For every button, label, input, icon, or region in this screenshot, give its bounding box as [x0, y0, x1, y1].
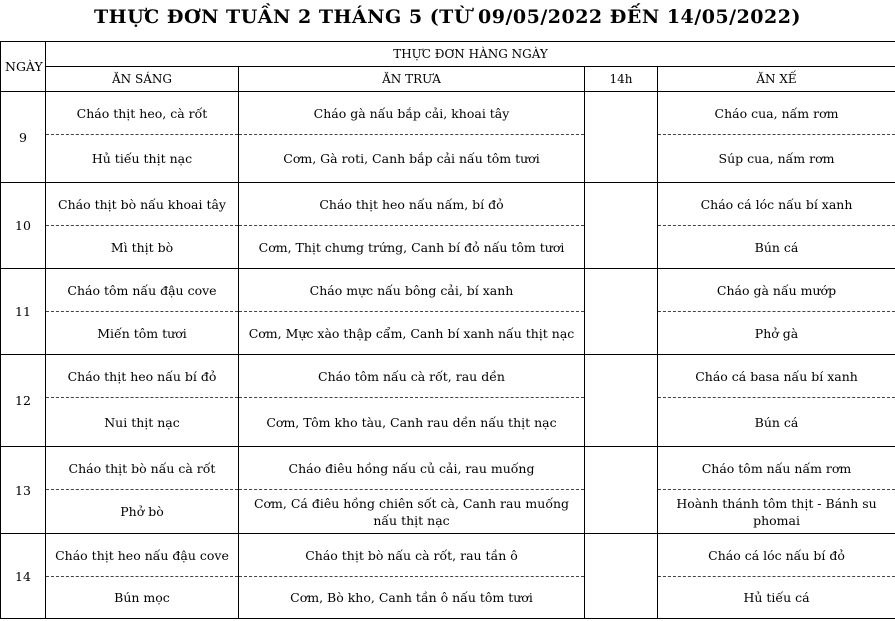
- breakfast-cell: Cháo tôm nấu đậu cove: [46, 269, 239, 312]
- lunch-cell: Cơm, Gà roti, Canh bắp cải nấu tôm tươi: [239, 135, 585, 183]
- table-row: [1, 226, 895, 269]
- table-row: [1, 447, 895, 490]
- time-14h-cell: [585, 269, 658, 355]
- table-row: [1, 355, 895, 398]
- breakfast-cell: Phở bò: [46, 490, 239, 534]
- day-cell: 10: [1, 183, 46, 269]
- breakfast-cell: Cháo thịt bò nấu cà rốt: [46, 447, 239, 490]
- lunch-cell: Cháo thịt bò nấu cà rốt, rau tần ô: [239, 534, 585, 577]
- weekly-menu-table: [0, 41, 895, 619]
- time-14h-cell: [585, 534, 658, 619]
- menu-title: THỰC ĐƠN TUẦN 2 THÁNG 5 (TỪ 09/05/2022 ĐẾN 14/05/2022): [94, 6, 801, 28]
- table-row: [1, 534, 895, 577]
- afternoon-snack-cell: Bún cá: [658, 398, 895, 447]
- breakfast-cell: Miến tôm tươi: [46, 312, 239, 355]
- afternoon-snack-cell: Hủ tiếu cá: [658, 577, 895, 619]
- afternoon-snack-cell: Súp cua, nấm rơm: [658, 135, 895, 183]
- afternoon-snack-cell: Cháo cá basa nấu bí xanh: [658, 355, 895, 398]
- table-row: [1, 312, 895, 355]
- header-daily-menu: THỰC ĐƠN HÀNG NGÀY: [46, 42, 895, 67]
- time-14h-cell: [585, 355, 658, 447]
- table-row: [1, 577, 895, 619]
- breakfast-cell: Cháo thịt bò nấu khoai tây: [46, 183, 239, 226]
- breakfast-cell: Mì thịt bò: [46, 226, 239, 269]
- table-row: [1, 398, 895, 447]
- table-row: [1, 490, 895, 534]
- time-14h-cell: [585, 92, 658, 183]
- lunch-cell: Cơm, Thịt chưng trứng, Canh bí đỏ nấu tôm tươi: [239, 226, 585, 269]
- breakfast-cell: Cháo thịt heo nấu bí đỏ: [46, 355, 239, 398]
- table-row: [1, 135, 895, 183]
- afternoon-snack-cell: Cháo cua, nấm rơm: [658, 92, 895, 135]
- afternoon-snack-cell: Cháo cá lóc nấu bí đỏ: [658, 534, 895, 577]
- table-row: [1, 269, 895, 312]
- breakfast-cell: Nui thịt nạc: [46, 398, 239, 447]
- afternoon-snack-cell: Cháo tôm nấu nấm rơm: [658, 447, 895, 490]
- time-14h-cell: [585, 447, 658, 534]
- header-14h: 14h: [585, 67, 658, 92]
- afternoon-snack-cell: Cháo gà nấu mướp: [658, 269, 895, 312]
- time-14h-cell: [585, 183, 658, 269]
- table-row: [1, 183, 895, 226]
- lunch-cell: Cháo thịt heo nấu nấm, bí đỏ: [239, 183, 585, 226]
- lunch-cell: Cơm, Bò kho, Canh tần ô nấu tôm tươi: [239, 577, 585, 619]
- header-afternoon-snack: ĂN XẾ: [658, 67, 895, 92]
- day-cell: 12: [1, 355, 46, 447]
- afternoon-snack-cell: Bún cá: [658, 226, 895, 269]
- table-row: [1, 92, 895, 135]
- header-lunch: ĂN TRƯA: [239, 67, 585, 92]
- header-day: NGÀY: [1, 42, 46, 92]
- day-cell: 9: [1, 92, 46, 183]
- breakfast-cell: Cháo thịt heo nấu đậu cove: [46, 534, 239, 577]
- day-cell: 14: [1, 534, 46, 619]
- lunch-cell: Cơm, Mực xào thập cẩm, Canh bí xanh nấu thịt nạc: [239, 312, 585, 355]
- afternoon-snack-cell: Phở gà: [658, 312, 895, 355]
- day-cell: 11: [1, 269, 46, 355]
- afternoon-snack-cell: Cháo cá lóc nấu bí xanh: [658, 183, 895, 226]
- lunch-cell: Cơm, Tôm kho tàu, Canh rau dền nấu thịt nạc: [239, 398, 585, 447]
- breakfast-cell: Cháo thịt heo, cà rốt: [46, 92, 239, 135]
- lunch-cell: Cơm, Cá điêu hồng chiên sốt cà, Canh rau muống nấu thịt nạc: [239, 490, 585, 534]
- lunch-cell: Cháo tôm nấu cà rốt, rau dền: [239, 355, 585, 398]
- lunch-cell: Cháo gà nấu bắp cải, khoai tây: [239, 92, 585, 135]
- day-cell: 13: [1, 447, 46, 534]
- lunch-cell: Cháo mực nấu bông cải, bí xanh: [239, 269, 585, 312]
- breakfast-cell: Hủ tiếu thịt nạc: [46, 135, 239, 183]
- breakfast-cell: Bún mọc: [46, 577, 239, 619]
- lunch-cell: Cháo điêu hồng nấu củ cải, rau muống: [239, 447, 585, 490]
- afternoon-snack-cell: Hoành thánh tôm thịt - Bánh su phomai: [658, 490, 895, 534]
- header-breakfast: ĂN SÁNG: [46, 67, 239, 92]
